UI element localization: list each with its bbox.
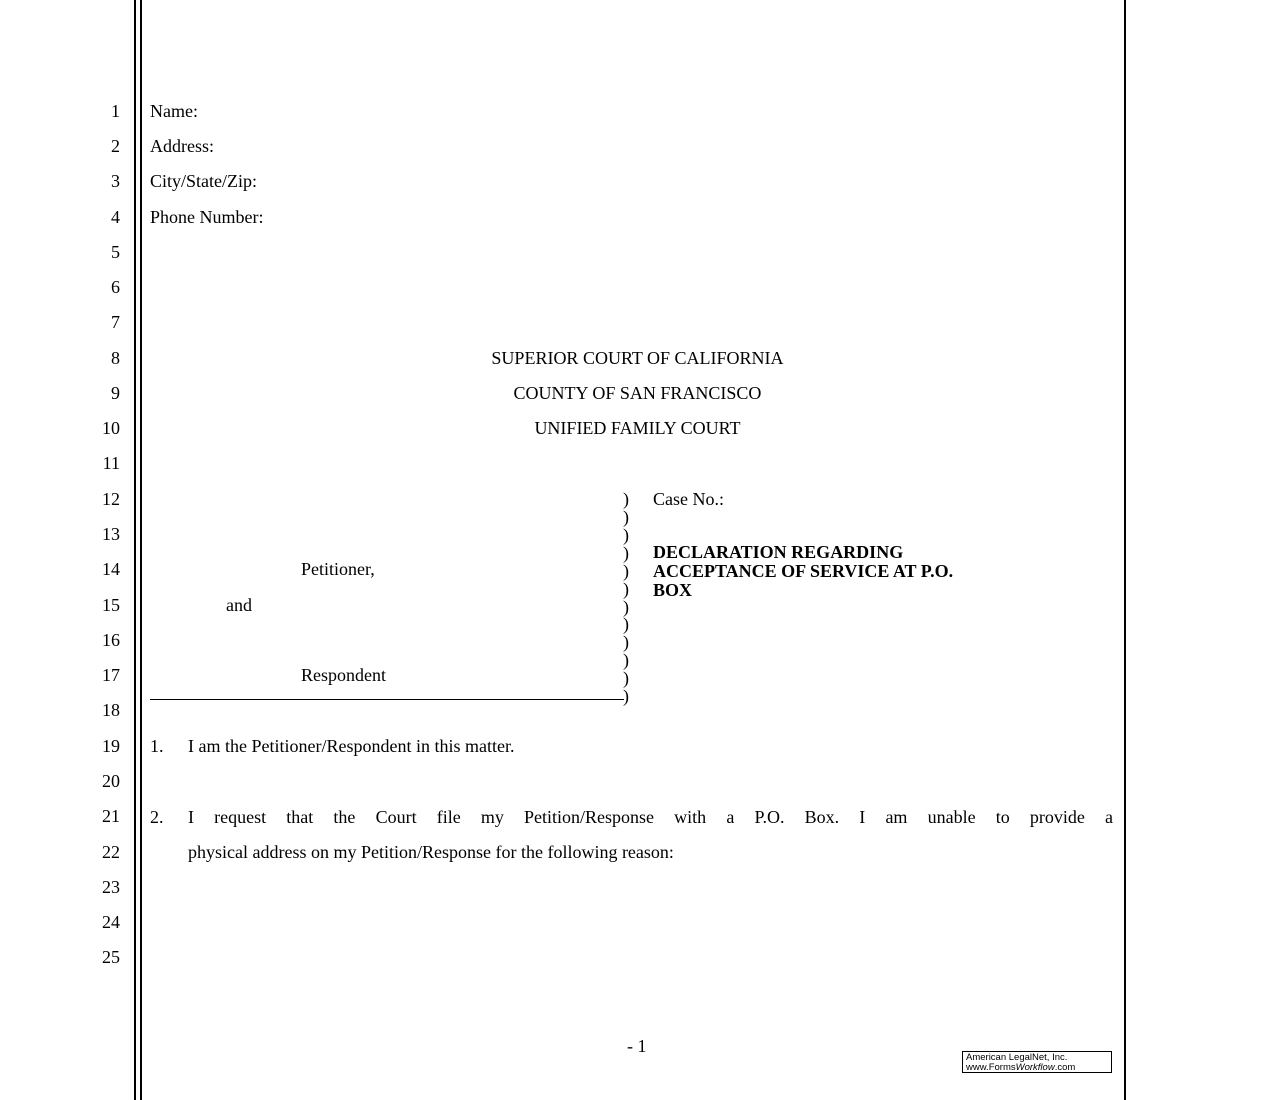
- line-number: 14: [102, 559, 120, 579]
- court-division: UNIFIED FAMILY COURT: [534, 418, 741, 438]
- line-number: 8: [111, 348, 120, 368]
- line-number: 6: [111, 277, 120, 297]
- publisher-name: American LegalNet, Inc.: [966, 1052, 1068, 1063]
- item-1-text: I am the Petitioner/Respondent in this matter.: [188, 736, 515, 756]
- line-number: 4: [111, 207, 120, 227]
- line-number: 25: [102, 947, 120, 967]
- line-number: 23: [102, 877, 120, 897]
- left-margin-rule-inner: [140, 0, 142, 1100]
- document-title-line: DECLARATION REGARDING: [653, 542, 904, 562]
- and-label: and: [226, 595, 252, 615]
- petitioner-label: Petitioner,: [301, 559, 375, 579]
- publisher-badge: [962, 1051, 1112, 1073]
- caption-paren: ): [623, 525, 629, 545]
- line-number: 15: [102, 595, 120, 615]
- item-1-number: 1.: [150, 736, 164, 756]
- address-label: Address:: [150, 136, 214, 156]
- name-label: Name:: [150, 101, 198, 121]
- line-number: 5: [111, 242, 120, 262]
- caption-paren: ): [623, 632, 629, 652]
- document-title-line: ACCEPTANCE OF SERVICE AT P.O.: [653, 561, 954, 581]
- line-number: 19: [102, 736, 120, 756]
- caption-paren: ): [623, 489, 629, 509]
- caption-paren: ): [623, 507, 629, 527]
- right-margin-rule: [1124, 0, 1126, 1100]
- phone-number-label: Phone Number:: [150, 207, 264, 227]
- caption-paren: ): [623, 597, 629, 617]
- line-number: 9: [111, 383, 120, 403]
- case-number-label: Case No.:: [653, 489, 724, 509]
- court-county: COUNTY OF SAN FRANCISCO: [513, 383, 762, 403]
- caption-paren: ): [623, 561, 629, 581]
- line-number: 12: [102, 489, 120, 509]
- left-margin-rule-outer: [134, 0, 136, 1100]
- line-number: 22: [102, 842, 120, 862]
- caption-paren: ): [623, 614, 629, 634]
- caption-paren: ): [623, 543, 629, 563]
- line-number: 1: [111, 101, 120, 121]
- line-number: 7: [111, 312, 120, 332]
- line-number: 20: [102, 771, 120, 791]
- line-number: 2: [111, 136, 120, 156]
- caption-paren: ): [623, 650, 629, 670]
- item-2-text-line-2: physical address on my Petition/Response for the following reason:: [188, 842, 674, 862]
- publisher-url: www.FormsWorkflow.com: [966, 1062, 1076, 1073]
- city-state-zip-label: City/State/Zip:: [150, 171, 257, 191]
- caption-paren: ): [623, 668, 629, 688]
- item-2-text-line-1: I request that the Court file my Petition/Response with a P.O. Box. I am unable to provide a: [188, 807, 1113, 827]
- caption-paren: ): [623, 686, 629, 706]
- document-title-line: BOX: [653, 580, 693, 600]
- caption-underline: [150, 699, 624, 700]
- page-number: - 1: [627, 1036, 647, 1056]
- respondent-label: Respondent: [301, 665, 386, 685]
- line-number: 24: [102, 912, 120, 932]
- court-name: SUPERIOR COURT OF CALIFORNIA: [491, 348, 784, 368]
- item-2-number: 2.: [150, 807, 164, 827]
- line-number: 10: [102, 418, 120, 438]
- document-title: [653, 543, 953, 600]
- line-number: 21: [102, 806, 120, 826]
- caption-paren: ): [623, 579, 629, 599]
- line-number: 18: [102, 700, 120, 720]
- line-number: 11: [102, 453, 120, 473]
- line-number: 3: [111, 171, 120, 191]
- line-number: 16: [102, 630, 120, 650]
- line-number: 17: [102, 665, 120, 685]
- line-number: 13: [102, 524, 120, 544]
